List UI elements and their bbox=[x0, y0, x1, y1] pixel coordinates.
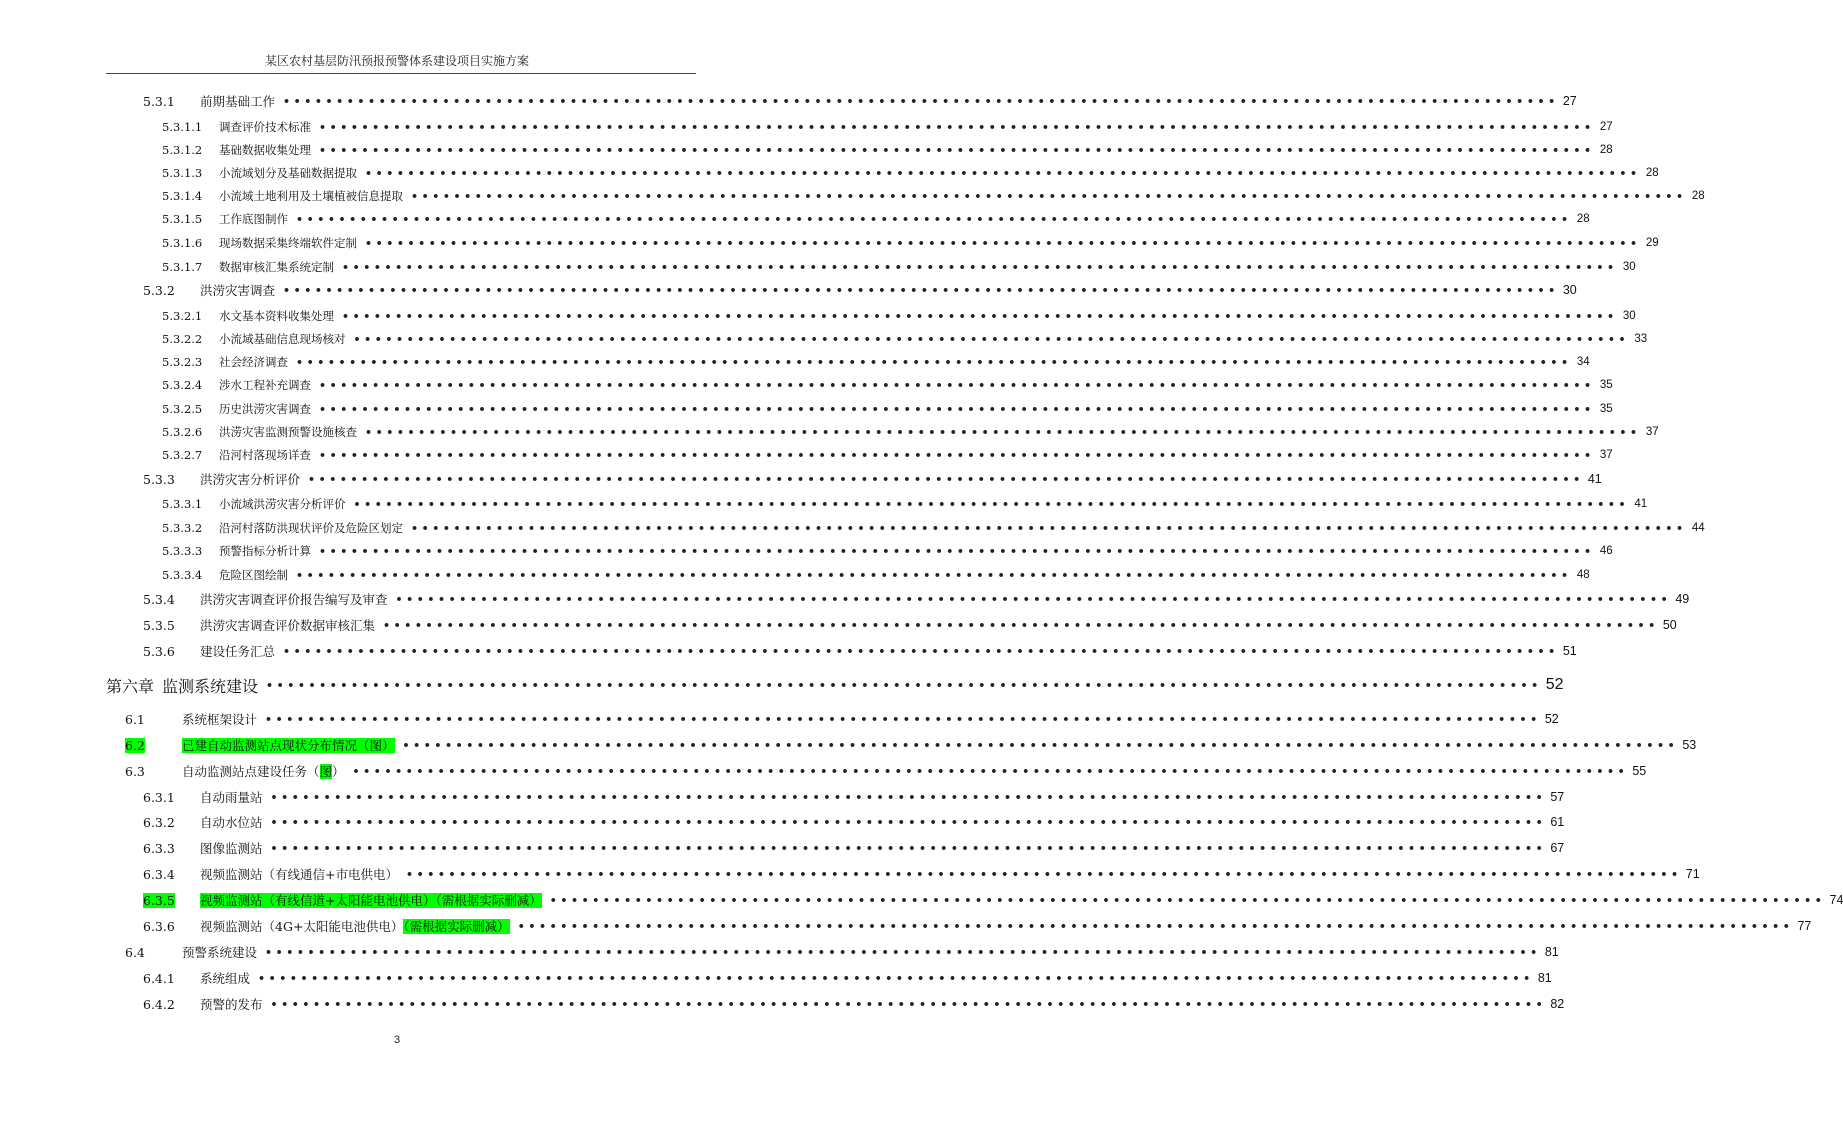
toc-dot-leader: •••••••••••••••••••••••••••••••••••••••••••••••••••••••••••••••••••••••••••••••••••••••••••••••••••••••••••••••••••••••• bbox=[283, 94, 1559, 108]
toc-entry-title: 洪涝灾害调查 bbox=[200, 283, 276, 298]
toc-entry-page: 28 bbox=[1645, 167, 1659, 179]
toc-entry-page: 57 bbox=[1550, 790, 1565, 804]
toc-entry-page: 55 bbox=[1632, 764, 1647, 778]
toc-entry[interactable] bbox=[162, 306, 1636, 326]
toc-entry[interactable] bbox=[162, 541, 1613, 561]
toc-entry-page: 27 bbox=[1599, 121, 1613, 133]
toc-entry-title: 洪涝灾害分析评价 bbox=[200, 472, 301, 487]
page-number: 3 bbox=[393, 1034, 401, 1046]
toc-entry-number: 6.3.2 bbox=[143, 814, 175, 830]
toc-entry-number: 6.1 bbox=[125, 711, 145, 727]
toc-dot-leader: •••••••••••••••••••••••••••••••••••••••••••••••••••••••••••••••••••••••••••••••••••••••••••••••••••••••••••••••••••••••• bbox=[283, 644, 1559, 658]
toc-entry-title: 图像监测站 bbox=[200, 841, 263, 856]
toc-entry-page: 28 bbox=[1691, 190, 1705, 202]
toc-entry[interactable] bbox=[162, 518, 1705, 538]
toc-entry-title: 监测系统建设 bbox=[162, 676, 259, 696]
toc-entry-number: 5.3.3.4 bbox=[162, 568, 203, 582]
toc-entry-title: 洪涝灾害调查评价数据审核汇集 bbox=[200, 618, 376, 633]
toc-entry-number: 5.3.2.4 bbox=[162, 378, 203, 392]
toc-entry-number: 5.3.1 bbox=[143, 93, 175, 109]
toc-entry[interactable] bbox=[125, 761, 1647, 781]
toc-dot-leader: •••••••••••••••••••••••••••••••••••••••••••••••••••••••••••••••••••••••••••••••••••••••••••••••••••••••••••••••••••••••• bbox=[319, 448, 1595, 462]
toc-dot-leader: •••••••••••••••••••••••••••••••••••••••••••••••••••••••••••••••••••••••••••••••••••••••••••••••••••••••••••••••••••••••• bbox=[296, 568, 1572, 582]
toc-entry[interactable] bbox=[162, 422, 1659, 442]
toc-entry-title: 已建自动监测站点现状分布情况（图） bbox=[182, 738, 395, 753]
toc-entry-number: 6.3.1 bbox=[143, 789, 175, 805]
toc-entry-title: 社会经济调查 bbox=[219, 355, 288, 369]
toc-entry[interactable] bbox=[143, 994, 1565, 1014]
toc-entry[interactable] bbox=[162, 565, 1590, 585]
toc-entry[interactable] bbox=[106, 675, 1564, 696]
toc-entry-number: 6.4 bbox=[125, 944, 145, 960]
toc-dot-leader: •••••••••••••••••••••••••••••••••••••••••••••••••••••••••••••••••••••••••••••••••••••••••••••••••••••••••••••••••••••••• bbox=[270, 997, 1547, 1011]
toc-entry-title: 建设任务汇总 bbox=[200, 644, 276, 659]
toc-entry-number: 5.3.2.7 bbox=[162, 448, 203, 462]
toc-entry-page: 37 bbox=[1599, 449, 1613, 461]
toc-entry-title: 自动水位站 bbox=[200, 815, 263, 830]
toc-entry-title: 危险区图绘制 bbox=[219, 568, 288, 582]
toc-entry[interactable] bbox=[143, 615, 1677, 635]
toc-entry[interactable] bbox=[143, 787, 1565, 807]
toc-entry-page: 74 bbox=[1829, 893, 1843, 907]
toc-entry[interactable] bbox=[143, 916, 1812, 936]
toc-entry[interactable] bbox=[143, 838, 1565, 858]
toc-entry-title: 基础数据收集处理 bbox=[219, 143, 311, 157]
toc-dot-leader: •••••••••••••••••••••••••••••••••••••••••••••••••••••••••••••••••••••••••••••••••••••••••••••••••••••••••••••••••••••••• bbox=[319, 143, 1595, 157]
toc-dot-leader: •••••••••••••••••••••••••••••••••••••••••••••••••••••••••••••••••••••••••••••••••••••••••••••••••••••••••••••••••••••••• bbox=[352, 764, 1629, 778]
toc-entry-page: 44 bbox=[1691, 522, 1705, 534]
toc-dot-leader: •••••••••••••••••••••••••••••••••••••••••••••••••••••••••••••••••••••••••••••••••••••••••••••••••••••••••••••••••••••••• bbox=[319, 378, 1595, 392]
toc-entry-title: 调查评价技术标准 bbox=[219, 120, 311, 134]
toc-entry-title: 工作底图制作 bbox=[219, 212, 288, 226]
toc-entry-title: 涉水工程补充调查 bbox=[219, 378, 311, 392]
toc-entry-title: 洪涝灾害监测预警设施核查 bbox=[219, 425, 357, 439]
toc-entry[interactable] bbox=[143, 890, 1843, 910]
toc-entry-page: 67 bbox=[1550, 841, 1565, 855]
toc-dot-leader: •••••••••••••••••••••••••••••••••••••••••••••••••••••••••••••••••••••••••••••••••••••••••••••••••••••••••••••••••••••••• bbox=[270, 841, 1547, 855]
toc-entry-title: 历史洪涝灾害调查 bbox=[219, 402, 311, 416]
toc-entry-title: 前期基础工作 bbox=[200, 94, 276, 109]
toc-entry-page: 49 bbox=[1675, 592, 1690, 606]
toc-entry-page: 29 bbox=[1645, 237, 1659, 249]
toc-entry-page: 30 bbox=[1622, 310, 1636, 322]
toc-entry[interactable] bbox=[143, 469, 1602, 489]
toc-entry-title: 小流域划分及基础数据提取 bbox=[219, 166, 357, 180]
toc-entry-page: 37 bbox=[1645, 426, 1659, 438]
toc-entry-number: 5.3.3 bbox=[143, 471, 175, 487]
toc-entry-page: 41 bbox=[1634, 498, 1648, 510]
toc-entry[interactable] bbox=[143, 968, 1552, 988]
toc-entry-number: 6.3.5 bbox=[143, 892, 175, 908]
toc-entry-page: 77 bbox=[1797, 919, 1812, 933]
toc-entry-page: 35 bbox=[1599, 403, 1613, 415]
toc-entry[interactable] bbox=[162, 494, 1648, 514]
toc-entry-title: 沿河村落现场详查 bbox=[219, 448, 311, 462]
toc-entry[interactable] bbox=[143, 280, 1577, 300]
toc-entry-page: 27 bbox=[1562, 94, 1577, 108]
toc-entry-title: 洪涝灾害调查评价报告编写及审查 bbox=[200, 592, 388, 607]
toc-entry-number: 第六章 bbox=[106, 676, 155, 696]
toc-entry-title: 小流域土地利用及土壤植被信息提取 bbox=[219, 189, 403, 203]
toc-entry-title: 小流域洪涝灾害分析评价 bbox=[219, 497, 346, 511]
toc-dot-leader: •••••••••••••••••••••••••••••••••••••••••••••••••••••••••••••••••••••••••••••••••••••••••••••••••••••••••••••••••••••••• bbox=[402, 738, 1679, 752]
toc-entry[interactable] bbox=[162, 233, 1659, 253]
toc-entry-page: 52 bbox=[1544, 712, 1559, 726]
toc-dot-leader: •••••••••••••••••••••••••••••••••••••••••••••••••••••••••••••••••••••••••••••••••••••••••••••••••••••••••••••••••••••••• bbox=[265, 945, 1541, 959]
toc-entry[interactable] bbox=[162, 140, 1613, 160]
toc-entry-title: 视频监测站（有线信道+太阳能电池供电）（需根据实际删减） bbox=[200, 893, 542, 908]
toc-dot-leader: •••••••••••••••••••••••••••••••••••••••••••••••••••••••••••••••••••••••••••••••••••••••••••••••••••••••••••••••••••••••• bbox=[405, 867, 1682, 881]
toc-dot-leader: •••••••••••••••••••••••••••••••••••••••••••••••••••••••••••••••••••••••••••••••••••••••••••••••••••••••••••••••••••••••• bbox=[517, 919, 1794, 933]
toc-entry-title: 小流域基础信息现场核对 bbox=[219, 332, 346, 346]
toc-entry-title: 数据审核汇集系统定制 bbox=[219, 260, 334, 274]
toc-entry-number: 5.3.3.2 bbox=[162, 521, 203, 535]
page-header-title: 某区农村基层防汛预报预警体系建设项目实施方案 bbox=[264, 54, 529, 68]
toc-entry-page: 81 bbox=[1544, 945, 1559, 959]
toc-entry-number: 5.3.2.2 bbox=[162, 332, 203, 346]
toc-entry-page: 81 bbox=[1537, 971, 1552, 985]
toc-entry-page: 48 bbox=[1576, 569, 1590, 581]
toc-entry-page: 35 bbox=[1599, 379, 1613, 391]
toc-dot-leader: •••••••••••••••••••••••••••••••••••••••••••••••••••••••••••••••••••••••••••••••••••••••••••••••••••••••••••••••••••••••• bbox=[319, 544, 1595, 558]
toc-entry-number: 5.3.2.6 bbox=[162, 425, 203, 439]
toc-entry-title: 系统框架设计 bbox=[182, 712, 258, 727]
toc-entry-page: 28 bbox=[1599, 144, 1613, 156]
toc-entry-number: 5.3.1.6 bbox=[162, 236, 203, 250]
toc-dot-leader: •••••••••••••••••••••••••••••••••••••••••••••••••••••••••••••••••••••••••••••••••••••••••••••••••••••••••••••••••••••••• bbox=[365, 236, 1641, 250]
toc-entry[interactable] bbox=[162, 329, 1648, 349]
toc-dot-leader: •••••••••••••••••••••••••••••••••••••••••••••••••••••••••••••••••••••••••••••••••••••••••••••••••••••••••••••••••••••••• bbox=[258, 971, 1534, 985]
toc-dot-leader: •••••••••••••••••••••••••••••••••••••••••••••••••••••••••••••••••••••••••••••••••••••••••••••••••••••••••••••••••••••••• bbox=[353, 332, 1630, 346]
toc-entry[interactable] bbox=[162, 117, 1613, 137]
toc-entry-number: 5.3.6 bbox=[143, 643, 175, 659]
toc-entry-number: 5.3.1.7 bbox=[162, 260, 203, 274]
toc-entry[interactable] bbox=[143, 641, 1577, 661]
toc-entry-title-highlight: （需根据实际删减） bbox=[403, 919, 510, 934]
toc-entry[interactable] bbox=[125, 942, 1559, 962]
toc-entry-title-highlight: 图 bbox=[319, 764, 333, 779]
toc-dot-leader: •••••••••••••••••••••••••••••••••••••••••••••••••••••••••••••••••••••••••••••••••••••••••••••••••••••••••••••••••••••••• bbox=[411, 189, 1687, 203]
toc-entry[interactable] bbox=[162, 209, 1590, 229]
toc-entry-number: 5.3.2 bbox=[143, 282, 175, 298]
toc-entry-title: 自动监测站点建设任务（图） bbox=[182, 764, 345, 779]
toc-entry-title: 预警系统建设 bbox=[182, 945, 258, 960]
toc-dot-leader: •••••••••••••••••••••••••••••••••••••••••••••••••••••••••••••••••••••••••••••••••••••••••••••••••••••••••••••••••••••••• bbox=[342, 309, 1618, 323]
toc-entry-number: 6.2 bbox=[125, 737, 145, 753]
toc-dot-leader: •••••••••••••••••••••••••••••••••••••••••••••••••••••••••••••••••••••••••••••••••••••••••••••••••••••••••••••••••••••••• bbox=[266, 678, 1542, 692]
toc-entry-number: 6.3.3 bbox=[143, 840, 175, 856]
toc-entry-title: 视频监测站（4G+太阳能电池供电）（需根据实际删减） bbox=[200, 919, 510, 934]
toc-entry-number: 6.3.6 bbox=[143, 918, 175, 934]
toc-entry-number: 5.3.2.1 bbox=[162, 309, 203, 323]
toc-entry[interactable] bbox=[162, 445, 1613, 465]
toc-entry-title: 预警的发布 bbox=[200, 997, 263, 1012]
toc-dot-leader: •••••••••••••••••••••••••••••••••••••••••••••••••••••••••••••••••••••••••••••••••••••••••••••••••••••••••••••••••••••••• bbox=[411, 521, 1687, 535]
toc-dot-leader: •••••••••••••••••••••••••••••••••••••••••••••••••••••••••••••••••••••••••••••••••••••••••••••••••••••••••••••••••••••••• bbox=[296, 212, 1572, 226]
toc-entry-title: 预警指标分析计算 bbox=[219, 544, 311, 558]
toc-entry-page: 53 bbox=[1682, 738, 1697, 752]
toc-dot-leader: •••••••••••••••••••••••••••••••••••••••••••••••••••••••••••••••••••••••••••••••••••••••••••••••••••••••••••••••••••••••• bbox=[283, 283, 1559, 297]
toc-entry-title: 视频监测站（有线通信+市电供电） bbox=[200, 867, 398, 882]
toc-entry[interactable] bbox=[162, 257, 1636, 277]
toc-entry-number: 5.3.3.1 bbox=[162, 497, 203, 511]
toc-entry-page: 51 bbox=[1562, 644, 1577, 658]
toc-dot-leader: •••••••••••••••••••••••••••••••••••••••••••••••••••••••••••••••••••••••••••••••••••••••••••••••••••••••••••••••••••••••• bbox=[265, 712, 1541, 726]
toc-entry-page: 61 bbox=[1550, 815, 1565, 829]
toc-entry-page: 41 bbox=[1587, 472, 1602, 486]
toc-entry-page: 34 bbox=[1576, 356, 1590, 368]
toc-dot-leader: •••••••••••••••••••••••••••••••••••••••••••••••••••••••••••••••••••••••••••••••••••••••••••••••••••••••••••••••••••••••• bbox=[383, 618, 1659, 632]
toc-dot-leader: •••••••••••••••••••••••••••••••••••••••••••••••••••••••••••••••••••••••••••••••••••••••••••••••••••••••••••••••••••••••• bbox=[353, 497, 1630, 511]
toc-entry-number: 5.3.2.5 bbox=[162, 402, 203, 416]
toc-entry-number: 5.3.1.4 bbox=[162, 189, 203, 203]
toc-dot-leader: •••••••••••••••••••••••••••••••••••••••••••••••••••••••••••••••••••••••••••••••••••••••••••••••••••••••••••••••••••••••• bbox=[296, 355, 1572, 369]
toc-dot-leader: •••••••••••••••••••••••••••••••••••••••••••••••••••••••••••••••••••••••••••••••••••••••••••••••••••••••••••••••••••••••• bbox=[365, 425, 1641, 439]
toc-dot-leader: •••••••••••••••••••••••••••••••••••••••••••••••••••••••••••••••••••••••••••••••••••••••••••••••••••••••••••••••••••••••• bbox=[342, 260, 1618, 274]
toc-entry-number: 5.3.4 bbox=[143, 591, 175, 607]
toc-entry-number: 5.3.5 bbox=[143, 617, 175, 633]
toc-entry-number: 5.3.1.3 bbox=[162, 166, 203, 180]
toc-entry[interactable] bbox=[162, 375, 1613, 395]
toc-dot-leader: •••••••••••••••••••••••••••••••••••••••••••••••••••••••••••••••••••••••••••••••••••••••••••••••••••••••••••••••••••••••• bbox=[319, 120, 1595, 134]
toc-dot-leader: •••••••••••••••••••••••••••••••••••••••••••••••••••••••••••••••••••••••••••••••••••••••••••••••••••••••••••••••••••••••• bbox=[319, 402, 1595, 416]
toc-entry-number: 6.4.1 bbox=[143, 970, 175, 986]
toc-entry[interactable] bbox=[162, 352, 1590, 372]
toc-dot-leader: •••••••••••••••••••••••••••••••••••••••••••••••••••••••••••••••••••••••••••••••••••••••••••••••••••••••••••••••••••••••• bbox=[308, 472, 1584, 486]
toc-entry[interactable] bbox=[162, 163, 1659, 183]
toc-entry[interactable] bbox=[143, 812, 1565, 832]
toc-entry[interactable] bbox=[143, 864, 1700, 884]
toc-entry-title: 系统组成 bbox=[200, 971, 251, 986]
toc-entry-number: 5.3.1.5 bbox=[162, 212, 203, 226]
toc-dot-leader: •••••••••••••••••••••••••••••••••••••••••••••••••••••••••••••••••••••••••••••••••••••••••••••••••••••••••••••••••••••••• bbox=[270, 815, 1547, 829]
toc-entry-number: 6.3 bbox=[125, 763, 145, 779]
toc-entry-number: 6.4.2 bbox=[143, 996, 175, 1012]
toc-entry-number: 5.3.3.3 bbox=[162, 544, 203, 558]
toc-entry-page: 33 bbox=[1634, 333, 1648, 345]
toc-entry-page: 30 bbox=[1562, 283, 1577, 297]
toc-entry-title: 现场数据采集终端软件定制 bbox=[219, 236, 357, 250]
toc-entry-title: 自动雨量站 bbox=[200, 790, 263, 805]
toc-entry[interactable] bbox=[162, 399, 1613, 419]
toc-entry-number: 5.3.1.2 bbox=[162, 143, 203, 157]
toc-entry-title: 水文基本资料收集处理 bbox=[219, 309, 334, 323]
toc-entry[interactable] bbox=[125, 735, 1697, 755]
toc-dot-leader: •••••••••••••••••••••••••••••••••••••••••••••••••••••••••••••••••••••••••••••••••••••••••••••••••••••••••••••••••••••••• bbox=[549, 893, 1826, 907]
toc-entry[interactable] bbox=[143, 91, 1577, 111]
toc-entry-page: 82 bbox=[1550, 997, 1565, 1011]
toc-entry-page: 50 bbox=[1662, 618, 1677, 632]
toc-entry[interactable] bbox=[162, 186, 1705, 206]
toc-entry-page: 28 bbox=[1576, 213, 1590, 225]
toc-entry-number: 5.3.2.3 bbox=[162, 355, 203, 369]
toc-entry-page: 46 bbox=[1599, 545, 1613, 557]
toc-entry-page: 71 bbox=[1685, 867, 1700, 881]
toc-entry-title: 沿河村落防洪现状评价及危险区划定 bbox=[219, 521, 403, 535]
toc-dot-leader: •••••••••••••••••••••••••••••••••••••••••••••••••••••••••••••••••••••••••••••••••••••••••••••••••••••••••••••••••••••••• bbox=[270, 790, 1547, 804]
toc-entry[interactable] bbox=[143, 589, 1690, 609]
toc-entry[interactable] bbox=[125, 709, 1559, 729]
toc-dot-leader: •••••••••••••••••••••••••••••••••••••••••••••••••••••••••••••••••••••••••••••••••••••••••••••••••••••••••••••••••••••••• bbox=[395, 592, 1672, 606]
toc-entry-number: 5.3.1.1 bbox=[162, 120, 203, 134]
toc-entry-page: 30 bbox=[1622, 261, 1636, 273]
toc-entry-number: 6.3.4 bbox=[143, 866, 175, 882]
toc-entry-page: 52 bbox=[1545, 676, 1564, 693]
toc-dot-leader: •••••••••••••••••••••••••••••••••••••••••••••••••••••••••••••••••••••••••••••••••••••••••••••••••••••••••••••••••••••••• bbox=[365, 166, 1641, 180]
